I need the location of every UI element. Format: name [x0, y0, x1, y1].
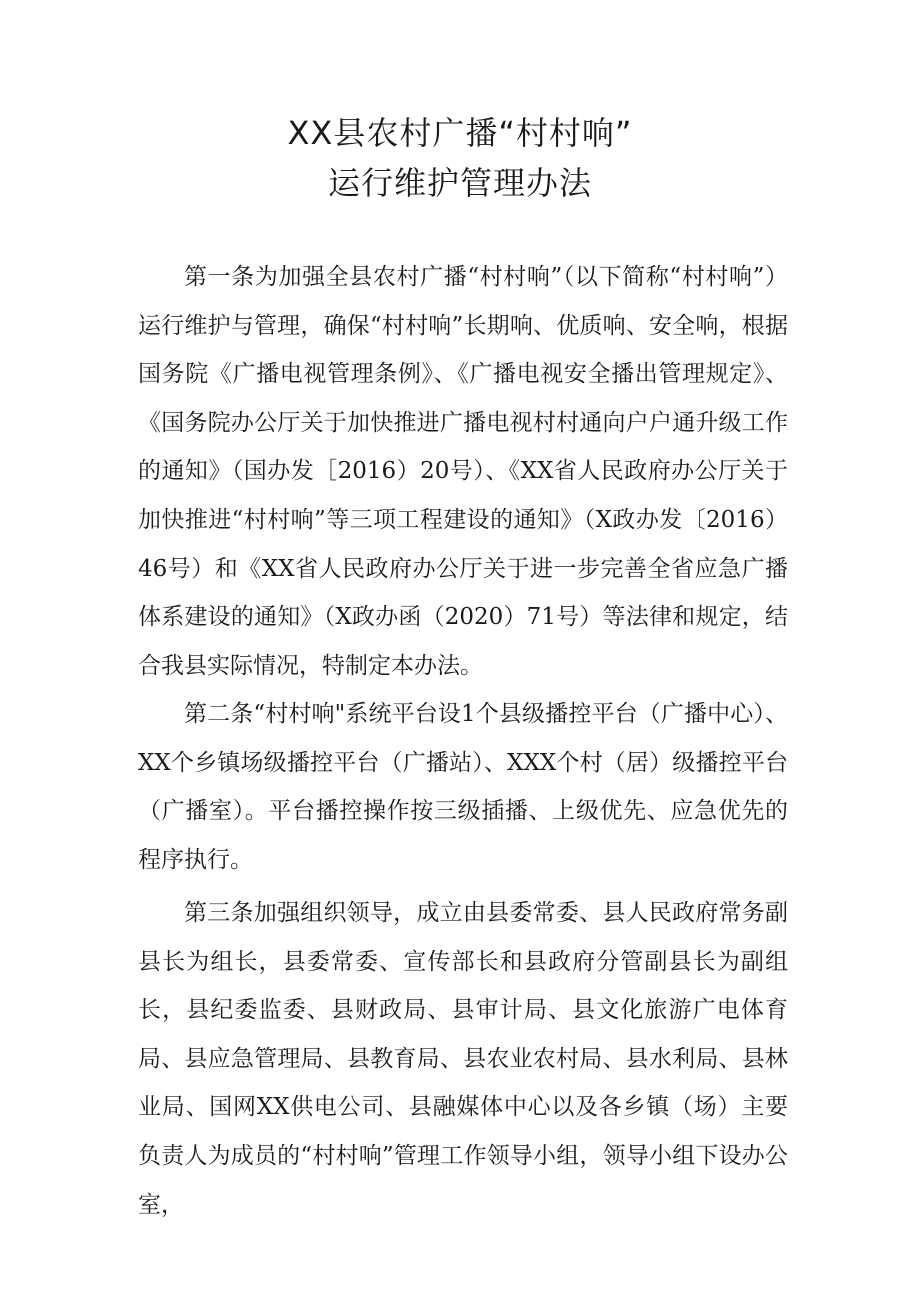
document-title-line-1: XX县农村广播“村村响” — [287, 114, 633, 152]
article-1-paragraph: 第一条为加强全县农村广播“村村响”（以下简称“村村响”）运行维护与管理，确保“村村响”长期响、优质响、安全响，根据国务院《广播电视管理条例》、《广播电视安全播出管理规定》、《国务院办公厅关于加快推进广播电视村村通向户户通升级工作的通知》（国办发［2016）20号）、《XX省人民政府办公厅关于加快推进“村村响”等三项工程建设的通知》（X政办发〔2016）46号）和《XX省人民政府办公厅关于进一步完善全省应急广播体系建设的通知》（X政办函（2020）71号）等法律和规定，结合我县实际情况，特制定本办法。 — [138, 264, 788, 679]
article-3-paragraph: 第三条加强组织领导，成立由县委常委、县人民政府常务副县长为组长，县委常委、宣传部长和县政府分管副县长为副组长，县纪委监委、县财政局、县审计局、县文化旅游广电体育局、县应急管理局、县教育局、县农业农村局、县水利局、县林业局、国网XX供电公司、县融媒体中心以及各乡镇（场）主要负责人为成员的“村村响”管理工作领导小组，领导小组下设办公室， — [138, 900, 788, 1218]
document-title-line-2: 运行维护管理办法 — [327, 164, 592, 202]
article-2-paragraph: 第二条“村村响"系统平台设1个县级播控平台（广播中心）、XX个乡镇场级播控平台（广播站）、XXX个村（居）级播控平台（广播室）。平台播控操作按三级插播、上级优先、应急优先的程序执行。 — [138, 701, 788, 873]
